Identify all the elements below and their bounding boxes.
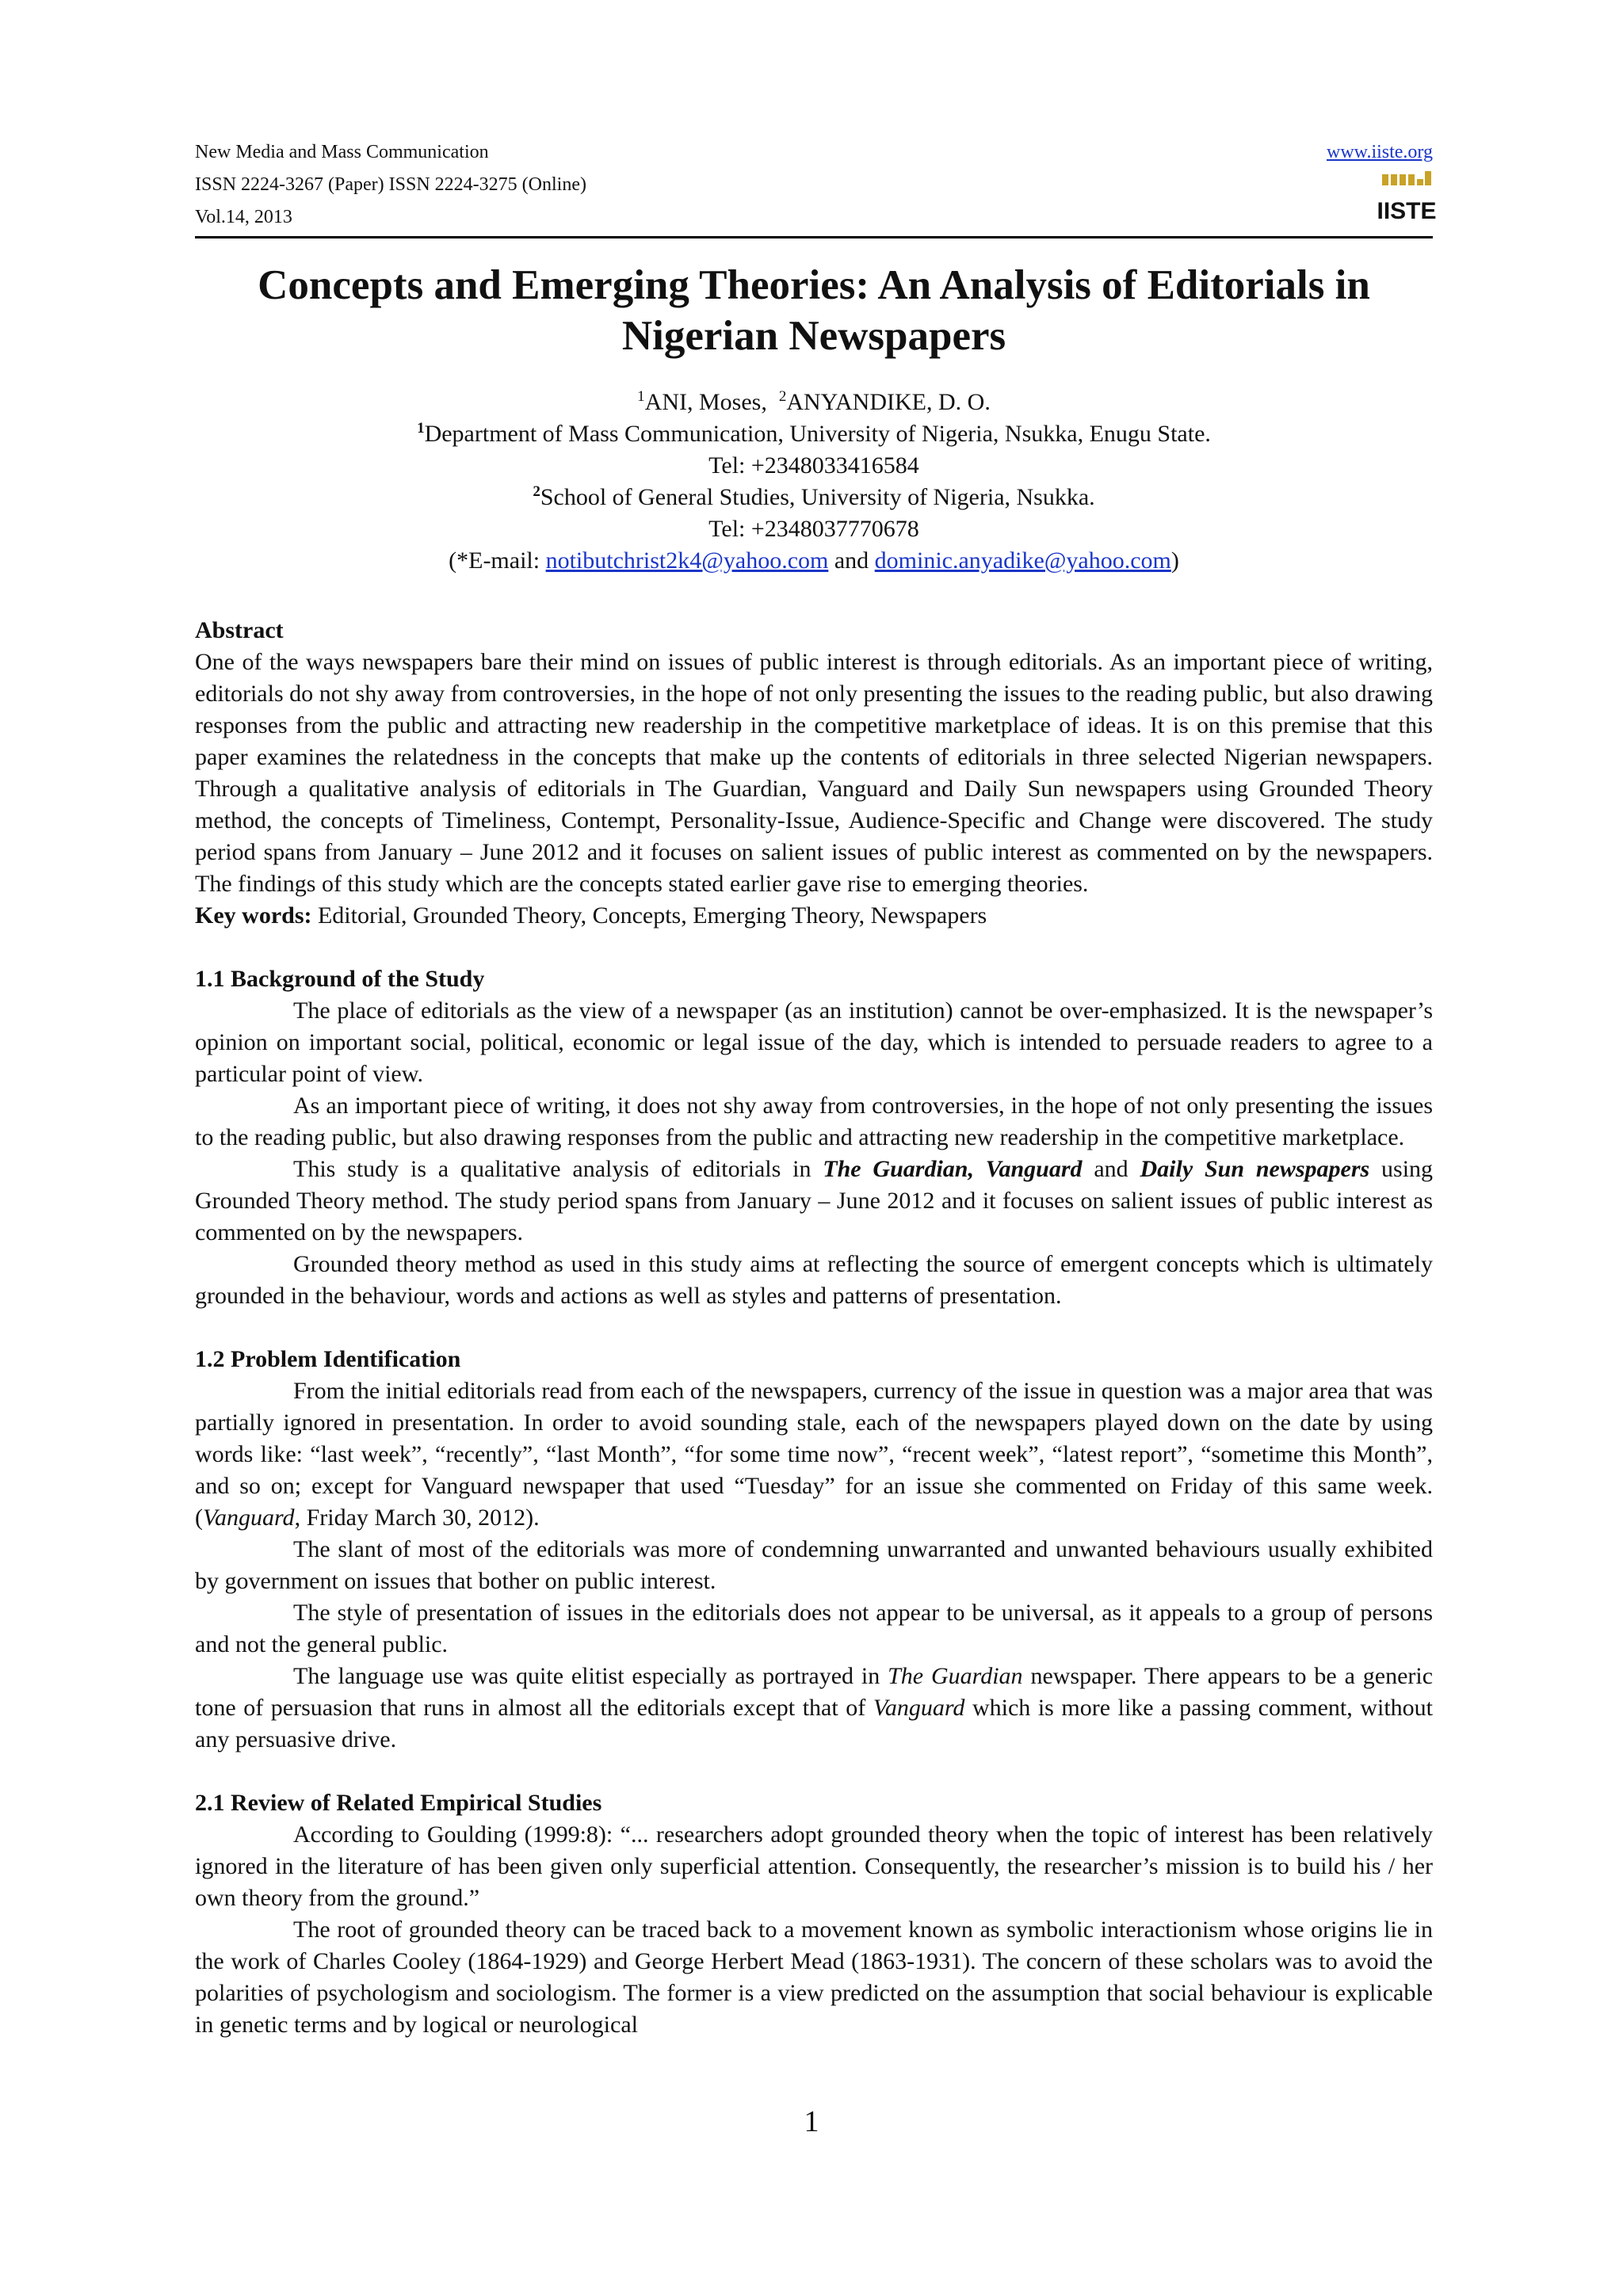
s21-paragraph-1: According to Goulding (1999:8): “... researchers adopt grounded theory when the topic of interest has been relatively ignored in the literature of has been given only superficial attention. Consequently, the researcher’s mission is to build his / her own theory from the ground.”: [195, 1821, 1433, 1911]
email-link-1[interactable]: notibutchrist2k4@yahoo.com: [545, 547, 829, 574]
s12-paragraph-3: The style of presentation of issues in the editorials does not appear to be universal, as it appeals to a group of persons and not the general public.: [195, 1600, 1433, 1657]
s11-p3-d: Daily Sun newspapers: [1140, 1156, 1370, 1182]
affiliation-1-marker: 1: [417, 420, 425, 437]
email-suffix: ): [1170, 547, 1179, 574]
affiliation-1: [195, 418, 1433, 450]
s12-p1-b: Vanguard: [203, 1505, 295, 1531]
abstract-text: One of the ways newspapers bare their mind on issues of public interest is through editorials. As an important piece of writing, editorials do not shy away from controversies, in the hope of not only presenting the issues to the reading public, but also drawing responses from the public and attracting new readership in the competitive marketplace of ideas. It is on this premise that this paper examines the relatedness in the concepts that make up the contents of editorials in three selected Nigerian newspapers. Through a qualitative analysis of editorials in The Guardian, Vanguard and Daily Sun newspapers using Grounded Theory method, the concepts of Timeliness, Contempt, Personality-Issue, Audience-Specific and Change were discovered. The study period spans from January – June 2012 and it focuses on salient issues of public interest as commented on by the newspapers. The findings of this study which are the concepts stated earlier gave rise to emerging theories.: [195, 649, 1433, 897]
journal-name: New Media and Mass Communication: [195, 142, 489, 162]
affiliation-2: [195, 482, 1433, 513]
email-prefix: (*E-mail:: [449, 547, 540, 574]
s11-paragraph-1: The place of editorials as the view of a newspaper (as an institution) cannot be over-emphasized. It is the newspaper’s opinion on important social, political, economic or legal issue of the day, which is intended to persuade readers to agree to a particular point of view.: [195, 997, 1433, 1087]
email-link-2[interactable]: dominic.anyadike@yahoo.com: [874, 547, 1171, 574]
s11-p3-b: The Guardian, Vanguard: [823, 1156, 1083, 1182]
affiliation-2-marker: 2: [533, 483, 540, 500]
author-1-marker: 1: [637, 388, 645, 405]
journal-volume: Vol.14, 2013: [195, 207, 292, 227]
abstract-heading: Abstract: [195, 617, 284, 643]
keywords-line: [195, 900, 1433, 932]
title-line-1: Concepts and Emerging Theories: An Analysis of Editorials in: [258, 262, 1370, 308]
section-1-1-heading: 1.1 Background of the Study: [195, 966, 485, 992]
affiliation-2-text: School of General Studies, University of Nigeria, Nsukka.: [540, 484, 1095, 510]
s12-p4-e: which is more like a passing comment, without any persuasive drive.: [195, 1695, 1434, 1753]
page-number: 1: [804, 2105, 819, 2138]
logo-text: IISTE: [1377, 198, 1437, 224]
journal-header: [195, 136, 586, 234]
section-1-2-heading: 1.2 Problem Identification: [195, 1346, 461, 1372]
iiste-logo: [1377, 171, 1437, 224]
telephone-1: Tel: +2348033416584: [708, 452, 919, 479]
s12-p4-a: The language use was quite elitist especially as portrayed in: [293, 1663, 880, 1689]
email-and: and: [834, 547, 869, 574]
telephone-2: Tel: +2348037770678: [708, 516, 919, 542]
email-line: [195, 545, 1433, 577]
s11-paragraph-4: Grounded theory method as used in this study aims at reflecting the source of emergent concepts which is ultimately grounded in the behaviour, words and actions as well as styles and patterns of presentation.: [195, 1251, 1433, 1309]
s12-p1-a: From the initial editorials read from each of the newspapers, currency of the issue in question was a major area that was partially ignored in presentation. In order to avoid sounding stale, each of the newspapers played down on the date by using words like: “last week”, “recently”, “last Month”, “for some time now”, “recent week”, “latest report”, “sometime this Month”, and so on; except for Vanguard newspaper that used “Tuesday” for an issue she commented on Friday of this same week. (: [195, 1378, 1433, 1531]
s12-p4-b: The Guardian: [888, 1663, 1023, 1689]
s12-paragraph-4: [195, 1661, 1433, 1756]
section-2-1-heading: 2.1 Review of Related Empirical Studies: [195, 1790, 602, 1816]
s21-paragraph-2: The root of grounded theory can be traced back to a movement known as symbolic interactionism whose origins lie in the work of Charles Cooley (1864-1929) and George Herbert Mead (1863-1931). The concern of these scholars was to avoid the polarities of psychologism and sociologism. The former is a view predicted on the assumption that social behaviour is explicable in genetic terms and by logical or neurological: [195, 1917, 1433, 2038]
keywords: Editorial, Grounded Theory, Concepts, Emerging Theory, Newspapers: [317, 902, 987, 929]
author-names: [195, 387, 1433, 418]
s12-paragraph-1: [195, 1375, 1433, 1534]
author-2-marker: 2: [778, 388, 787, 405]
journal-issn: ISSN 2224-3267 (Paper) ISSN 2224-3275 (Online): [195, 174, 586, 195]
paper-body: [195, 615, 1433, 2041]
s11-p3-a: This study is a qualitative analysis of editorials in: [293, 1156, 812, 1182]
keywords-label: Key words:: [195, 902, 312, 929]
author-block: [195, 387, 1433, 577]
s12-paragraph-2: The slant of most of the editorials was more of condemning unwarranted and unwanted behaviours usually exhibited by government on issues that bother on public interest.: [195, 1536, 1433, 1594]
s12-p4-d: Vanguard: [873, 1695, 965, 1721]
s12-p4-c: newspaper. There appears to be a generic tone of persuasion that runs in almost all the editorials except that of: [195, 1663, 1434, 1721]
s12-p1-c: , Friday March 30, 2012).: [294, 1505, 540, 1531]
title-line-2: Nigerian Newspapers: [621, 313, 1006, 359]
website-link[interactable]: www.iiste.org: [1327, 142, 1433, 162]
website-block: [1327, 136, 1433, 169]
s11-p3-c: and: [1094, 1156, 1128, 1182]
s11-paragraph-2: As an important piece of writing, it does not shy away from controversies, in the hope of not only presenting the issues to the reading public, but also drawing responses from the public and attracting new readership in the competitive marketplace.: [195, 1093, 1433, 1150]
header-rule: [195, 236, 1433, 238]
affiliation-1-text: Department of Mass Communication, University of Nigeria, Nsukka, Enugu State.: [424, 421, 1211, 447]
author-2: ANYANDIKE, D. O.: [786, 389, 991, 415]
s11-p3-e: using Grounded Theory method. The study period spans from January – June 2012 and it focuses on salient issues of public interest as commented on by the newspapers.: [195, 1156, 1434, 1245]
author-1: ANI, Moses,: [644, 389, 767, 415]
paper-title: [195, 260, 1433, 361]
s11-paragraph-3: [195, 1154, 1433, 1249]
